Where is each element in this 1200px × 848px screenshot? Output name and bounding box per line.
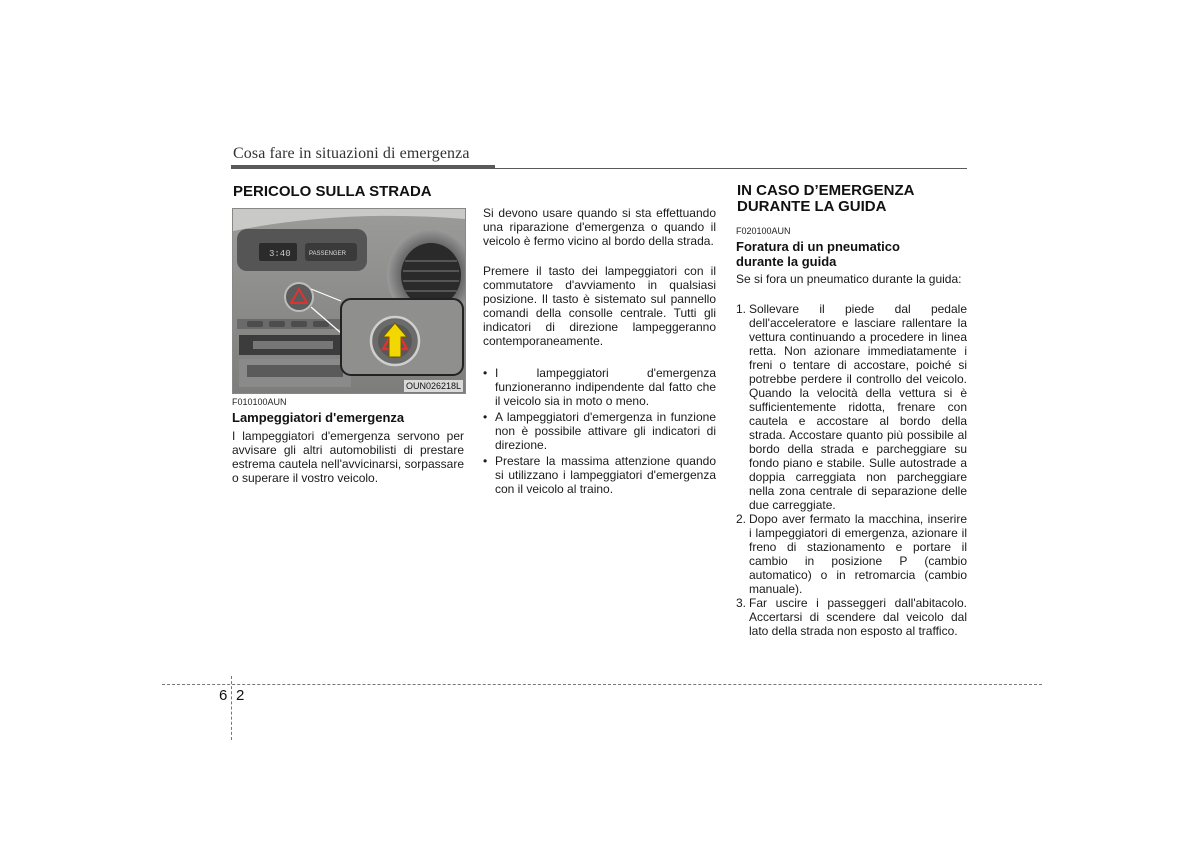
header-rule-thin	[495, 168, 967, 169]
step-text: Sollevare il piede dal pedale dell'acceleratore e lasciare rallentare la vettura continuando a procedere in linea retta. Non azionare immediatamente i freni o tentare di accostare, poiché si potrebbe perdere il controllo del veicolo. Quando la velocità della vettura si è sufficientemente ridotta, frenare con cautela e accostare al bordo della strada. Accostare quanto più possibile al bordo della strada e parcheggiare su fondo piano e stabile. Sulle autostrade a doppia carreggiata non parcheggiare nella zona centrale di separazione delle due carreggiate.	[749, 302, 967, 512]
list-item	[483, 366, 716, 408]
airbag-indicator-text: PASSENGER	[309, 251, 346, 257]
footer-divider	[231, 676, 232, 740]
header-title: Cosa fare in situazioni di emergenza	[233, 145, 470, 162]
step-number: 2.	[736, 512, 747, 526]
subheading-flat-tire	[736, 239, 900, 269]
section-heading-line: IN CASO D’EMERGENZA	[737, 182, 915, 199]
section-heading-road-hazard: PERICOLO SULLA STRADA	[233, 183, 432, 200]
list-item	[483, 410, 716, 452]
dashboard-illustration	[233, 209, 465, 393]
step-text: Dopo aver fermato la macchina, inserire i lampeggiatori di emergenza, azionare il freno di stazionamento e portare il cambio in posizione P (cambio automatico) o in retromarcia (cambio manuale).	[749, 512, 967, 596]
list-item	[736, 302, 967, 512]
list-item-text: A lampeggiatori d'emergenza in funzione non è possibile attivare gli indicatori di direzione.	[495, 410, 716, 452]
footer-rule	[162, 684, 1042, 685]
clock-display-text: 3:40	[269, 249, 291, 259]
section-heading-emergency-driving	[737, 183, 915, 215]
hazard-lights-paragraph: I lampeggiatori d'emergenza servono per avvisare gli altri automobilisti di prestare estrema cautela nell'avvicinarsi, sorpassare o superare il vostro veicolo.	[232, 429, 464, 485]
hazard-notes-list	[483, 366, 716, 496]
header-rule-thick	[231, 165, 495, 169]
list-item	[736, 596, 967, 638]
subheading-line: durante la guida	[736, 254, 837, 269]
section-heading-line: DURANTE LA GUIDA	[737, 198, 887, 215]
step-number: 1.	[736, 302, 747, 316]
page-section-number: 6	[219, 687, 228, 704]
list-item	[736, 512, 967, 596]
bullet-mark: •	[483, 366, 488, 380]
subheading-hazard-lights: Lampeggiatori d'emergenza	[232, 410, 405, 425]
list-item	[483, 454, 716, 496]
step-text: Far uscire i passeggeri dall'abitacolo. Accertarsi di scendere dal veicolo dal lato della strada non esposto al traffico.	[749, 596, 967, 638]
photo-caption: OUN026218L	[405, 381, 461, 391]
step-number: 3.	[736, 596, 747, 610]
flat-tire-intro: Se si fora un pneumatico durante la guida:	[736, 272, 962, 286]
bullet-mark: •	[483, 454, 488, 468]
list-item-text: Prestare la massima attenzione quando si utilizzano i lampeggiatori d'emergenza con il veicolo al traino.	[495, 454, 716, 496]
hazard-switch-photo	[232, 208, 466, 394]
operation-paragraph: Premere il tasto dei lampeggiatori con il commutatore d'avviamento in qualsiasi posizione. Il tasto è sistemato sul pannello comandi della consolle centrale. Tutti gli indicatori di direzione lampeggeranno contemporaneamente.	[483, 264, 716, 348]
flat-tire-steps	[736, 302, 967, 638]
usage-paragraph: Si devono usare quando si sta effettuando una riparazione d'emergenza o quando il veicolo è fermo vicino al bordo della strada.	[483, 206, 716, 248]
list-item-text: I lampeggiatori d'emergenza funzioneranno indipendente dal fatto che il veicolo sia in moto o meno.	[495, 366, 716, 408]
code-flat-tire: F020100AUN	[736, 226, 791, 236]
page-number: 2	[236, 687, 245, 704]
bullet-mark: •	[483, 410, 488, 424]
subheading-line: Foratura di un pneumatico	[736, 239, 900, 254]
code-hazard-lights: F010100AUN	[232, 397, 287, 407]
